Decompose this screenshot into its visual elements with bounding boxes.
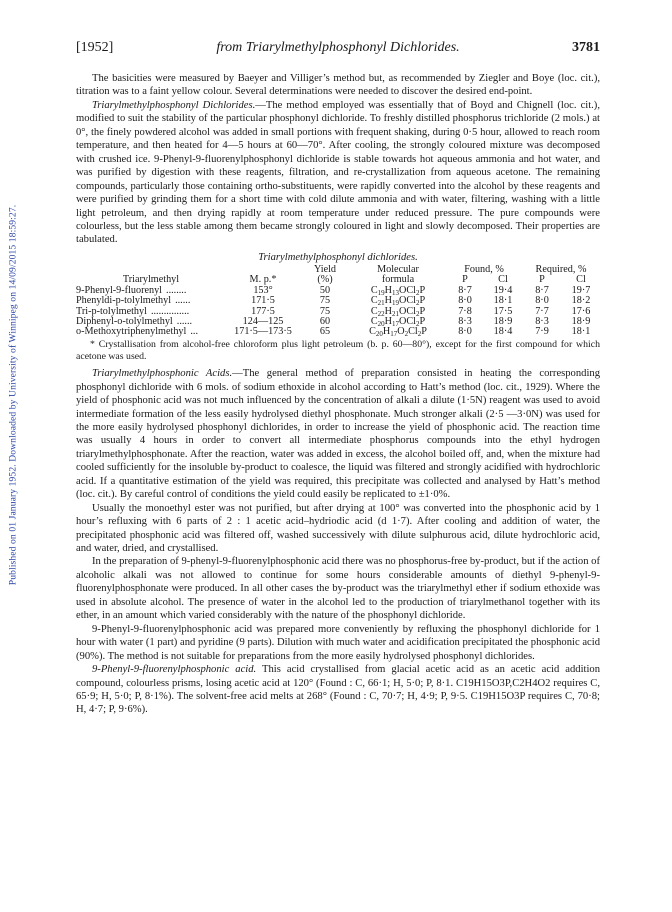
paragraph-dichlorides xyxy=(76,99,600,247)
yield-value: 50 xyxy=(319,284,331,296)
melting-point: 153° xyxy=(253,284,273,296)
found-cl: 18·1 xyxy=(493,295,513,307)
found-cl: 18·9 xyxy=(493,315,513,327)
required-cl: 18·2 xyxy=(571,295,591,307)
found-cl: 19·4 xyxy=(493,284,513,296)
molecular-formula: $C_{20}H_{17}OCl_2P$ xyxy=(370,315,426,328)
table-title: Triarylmethylphosphonyl dichlorides. xyxy=(258,251,418,263)
paragraph-body: —The method employed was essentially that of Boyd and Chignell (loc. cit.), modified to suit the stability of the particular phosphonyl dichloride. To freshly distilled phosphorus trichloride (2 mols.) at 0°, the finely powdered alcohol was added in small portions with frequent shaking, during 0·5 hour, allowed to reach room temperature, and then heated for 4—5 hours at 60—70°. After cooling, the strongly coloured mixture was decomposed with crushed ice. 9-Phenyl-9-fluorenylphosphonyl dichloride is stable towards hot aqueous ammonia and hot water, and was purified by digestion with these reagents, filtration, and re-crystallization from aqueous acetone. The remaining compounds, particularly those containing ortho-substituents, were rapidly converted into the alcohol by these reagents and were purified by grinding them for a short time with cold dilute ammonia and with water, filtering, washing with a little light petroleum, and then drying rapidly at room temperature under reduced pressure. The pure compounds were colourless, but the less stable among them became strongly coloured in light and slowly decomposed. Their properties are tabulated. xyxy=(76,99,600,246)
header-title: from Triarylmethylphosphonyl Dichlorides. xyxy=(216,40,460,55)
yield-value: 60 xyxy=(319,315,331,327)
molecular-formula: $C_{19}H_{13}OCl_2P$ xyxy=(370,284,426,297)
required-p: 7·9 xyxy=(535,326,549,338)
compound-name: 9-Phenyl-9-fluorenyl ........ xyxy=(76,284,187,296)
yield-value: 75 xyxy=(319,305,331,317)
melting-point: 124—125 xyxy=(242,315,284,327)
col-head-found-p: P xyxy=(462,274,468,286)
required-p: 8·7 xyxy=(535,284,549,296)
running-header xyxy=(76,40,600,58)
properties-table xyxy=(76,265,600,338)
required-cl: 18·9 xyxy=(571,315,591,327)
melting-point: 177·5 xyxy=(251,305,275,317)
col-head-req-cl: Cl xyxy=(576,274,586,286)
required-cl: 18·1 xyxy=(571,326,591,338)
paragraph-body: This acid crystallised from glacial acetic acid as an acetic acid addition compound, colourless prisms, losing acetic acid at 120° (Found : C, 66·1; H, 5·0; P, 8·1. C19H15O3P,C2H4O2 requires C, 65·9; H, 5·0; P, 8·1%). The solvent-free acid melts at 268° (Found : C, 70·7; H, 4·9; P, 9·5. C19H15O3P requires C, 70·8; H, 4·7; P, 9·6%). xyxy=(76,664,600,716)
paragraph-basicities: The basicities were measured by Baeyer and Villiger’s method but, as recommended by Ziegler and Boye (loc. cit.), titration was to a faint yellow colour. Several determinations were needed to discover the desired end-point. xyxy=(76,73,600,98)
found-p: 8·3 xyxy=(458,315,472,327)
col-head-found-cl: Cl xyxy=(498,274,508,286)
article-page xyxy=(76,40,600,717)
compound-name: o-Methoxytriphenylmethyl ... xyxy=(76,326,198,338)
col-head-found: Found, % xyxy=(464,263,504,275)
paragraph-fluorenylphosphonic-acid xyxy=(76,663,600,717)
required-p: 7·7 xyxy=(535,305,549,317)
found-p: 8·0 xyxy=(458,326,472,338)
section-heading: Triarylmethylphosphonyl Dichlorides. xyxy=(92,99,256,111)
molecular-formula: $C_{20}H_{17}O_2Cl_2P$ xyxy=(369,326,427,339)
table-body xyxy=(76,286,600,338)
col-head-required: Required, % xyxy=(535,263,587,275)
col-head-yield: Yield xyxy=(313,263,337,275)
found-cl: 17·5 xyxy=(493,305,513,317)
compound-name: Diphenyl-o-tolylmethyl ...... xyxy=(76,315,193,327)
found-cl: 18·4 xyxy=(493,326,513,338)
melting-point: 171·5—173·5 xyxy=(234,326,292,338)
publication-sidebar xyxy=(2,0,24,912)
paragraph-pyridine-method: 9-Phenyl-9-fluorenylphosphonic acid was prepared more conveniently by refluxing the phosphonyl dichloride for 1 hour with water (1 part) and pyridine (9 parts). Dilution with much water and acidification precipitated the phosphonic acid (90%). The method is not suitable for preparations from the more easily hydrolysed phosphonyl dichlorides. xyxy=(76,623,600,662)
required-p: 8·3 xyxy=(535,315,549,327)
paragraph-phosphonic-acids xyxy=(76,367,600,502)
section-heading: 9-Phenyl-9-fluorenylphosphonic acid. xyxy=(92,664,257,676)
col-head-molecular: Molecular xyxy=(377,263,419,275)
compound-name: Phenyldi-p-tolylmethyl ...... xyxy=(76,295,191,307)
found-p: 8·0 xyxy=(458,295,472,307)
found-p: 8·7 xyxy=(458,284,472,296)
col-head-formula: formula xyxy=(381,274,415,286)
col-head-req-p: P xyxy=(539,274,545,286)
molecular-formula: $C_{21}H_{19}OCl_2P$ xyxy=(370,295,426,308)
header-year: [1952] xyxy=(76,40,114,55)
publication-note: Published on 01 January 1952. Downloaded by University of Winnipeg on 14/09/2015 18:59:27. xyxy=(7,204,19,586)
col-head-mp: M. p.* xyxy=(249,274,277,286)
yield-value: 65 xyxy=(319,326,331,338)
header-page-number: 3781 xyxy=(572,40,600,55)
found-p: 7·8 xyxy=(458,305,472,317)
table-row xyxy=(76,296,600,306)
section-heading: Triarylmethylphosphonic Acids. xyxy=(92,368,233,380)
col-head-percent: (%) xyxy=(317,274,333,286)
paragraph-body: —The general method of preparation consisted in heating the corresponding phosphonyl dichloride with 6 mols. of sodium ethoxide in alcohol according to Hatt’s method (loc. cit., 1929). Where the yield of phosphonic acid was not much influenced by the concentration of alkali a dilute (1·5N) reagent was used to avoid intermediate formation of the less easily hydrolysed diethyl phosphonate. Much stronger alkali (2·5 —3·0N) was used for the more easily hydrolysed phosphonyl dichlorides, in order to increase the yield of phosphonic acid. The reaction time was usually 4 hours in order to convert all intermediate phosphorus compounds into the ethyl hydrogen triarylmethylphosphonate. After the reaction, water was added in excess, the alcohol boiled off, and, when the mixture had cooled sufficiently for the insoluble by-product to coalesce, the liquid was filtered and strongly acidified with hydrochloric acid. If a quantitative estimation of the yield was required, this precipitate was collected and analysed by Hatt’s method (loc. cit.). By careful control of conditions the yield could easily be replicated to ±1·0%. xyxy=(76,368,600,501)
paragraph-monoethyl-ester: Usually the monoethyl ester was not purified, but after drying at 100° was converted into the phosphonic acid by 1 hour’s refluxing with 6 parts of 2 : 1 acetic acid–hydriodic acid (d 1·7). After cooling and addition of water, the precipitated phosphonic acid was filtered off, washed successively with dilute sulphurous acid, dilute hydrochloric acid, and water, dried, and crystallised. xyxy=(76,502,600,555)
compound-name: Tri-p-tolylmethyl ............... xyxy=(76,305,190,317)
required-cl: 17·6 xyxy=(571,305,591,317)
molecular-formula: $C_{22}H_{21}OCl_2P$ xyxy=(370,305,426,318)
yield-value: 75 xyxy=(319,295,331,307)
table-row xyxy=(76,327,600,337)
paragraph-fluorenyl-preparation: In the preparation of 9-phenyl-9-fluorenylphosphonic acid there was no phosphorus-free by-product, but if the action of alcoholic alkali was not allowed to continue for some hours considerable amounts of diethyl 9-phenyl-9-fluorenylphosphonate were produced. In all other cases the by-product was the triarylmethyl ether if sodium ethoxide was used in absolute alcohol. The presence of water in the alcohol led to the production of triarylmethanol together with its ether, in an amount which varied considerably with the nature of the phosphonyl dichloride. xyxy=(76,556,600,622)
table-footnote: * Crystallisation from alcohol-free chloroform plus light petroleum (b. p. 60—80°), except for the first compound for which acetone was used. xyxy=(76,338,600,362)
melting-point: 171·5 xyxy=(251,295,275,307)
required-cl: 19·7 xyxy=(571,284,591,296)
required-p: 8·0 xyxy=(535,295,549,307)
col-head-triarylmethyl: Triarylmethyl xyxy=(122,274,180,286)
